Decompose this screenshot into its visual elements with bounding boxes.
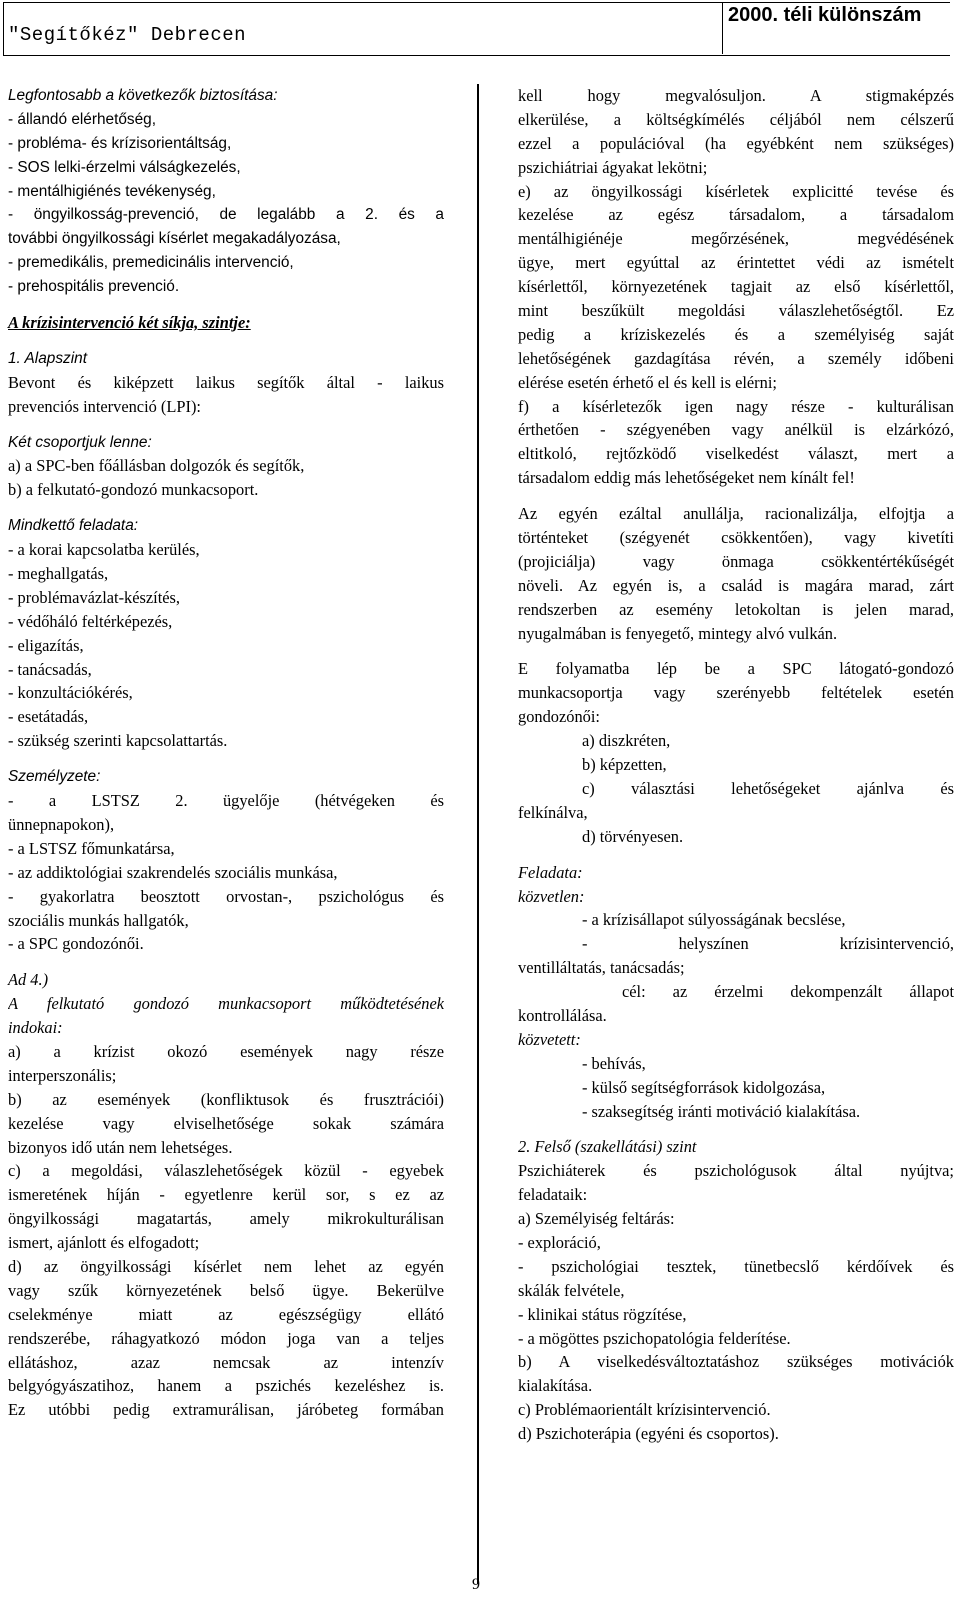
- paragraph-gap: [8, 502, 444, 514]
- text-line: - behívás,: [582, 1053, 646, 1073]
- text-line: b) az események (konfliktusok és frusztrációi): [8, 1089, 444, 1109]
- text-line: - tanácsadás,: [8, 659, 92, 679]
- text-line: Ad 4.): [8, 970, 49, 990]
- text-line: Két csoportjuk lenne:: [8, 433, 152, 451]
- text-line: - esetátadás,: [8, 707, 89, 727]
- text-line: - a SPC gondozónői.: [8, 934, 144, 954]
- text-line: a) Személyiség feltárás:: [518, 1209, 675, 1229]
- page-header: [0, 0, 960, 56]
- text-line: Feladata:: [518, 862, 583, 882]
- right-column: [518, 84, 954, 1446]
- text-line: vagy szűk környezetének belső ügye. Bekerülve: [8, 1280, 444, 1300]
- text-line: - problémavázlat-készítés,: [8, 587, 181, 607]
- text-line: további öngyilkossági kísérlet megakadályozása,: [8, 230, 341, 248]
- text-line: ügye, mert egyúttal az érintettet védi az ismételt: [518, 253, 954, 273]
- paragraph-gap: [8, 419, 444, 431]
- text-line: - állandó elérhetőség,: [8, 110, 157, 128]
- header-publisher: "Segítőkéz" Debrecen: [8, 24, 247, 46]
- text-line: lehetőségének gazdagítása révén, a személy időbeni: [518, 348, 954, 368]
- text-line: elérése esetén érhető el és kell is elérni;: [518, 372, 777, 392]
- left-column: [8, 84, 444, 1422]
- text-line: ismert, ajánlott és elfogadott;: [8, 1233, 200, 1253]
- text-line: - az addiktológiai szakrendelés szociális munkása,: [8, 862, 338, 882]
- text-line: 1. Alapszint: [8, 349, 87, 367]
- text-line: ellátáshoz, azaz nemcsak az intenzív: [8, 1352, 444, 1372]
- paragraph-gap: [8, 335, 444, 347]
- text-line: pedig a kríziskezelés és a személyiség saját: [518, 324, 954, 344]
- text-line: cselekménye miatt az egészségügy ellátó: [8, 1304, 444, 1324]
- text-line: c) választási lehetőségeket ajánlva és: [582, 778, 954, 798]
- text-line: 2. Felső (szakellátási) szint: [518, 1137, 697, 1157]
- text-line: d) törvényesen.: [582, 826, 684, 846]
- text-line: d) Pszichoterápia (egyéni és csoportos).: [518, 1424, 779, 1444]
- text-line: nyugalmában is fenyegető, mintegy alvó vulkán.: [518, 623, 838, 643]
- text-line: közvetlen:: [518, 886, 585, 906]
- text-line: d) az öngyilkossági kísérlet nem lehet az egyén: [8, 1256, 444, 1276]
- text-line: rendszerben az esemény letokoltan is jelen marad,: [518, 599, 954, 619]
- paragraph-gap: [518, 849, 954, 861]
- text-line: érthetően - szégyenében vagy anélkül is elzárkózó,: [518, 420, 954, 440]
- text-line: c) Problémaorientált krízisintervenció.: [518, 1400, 771, 1420]
- text-line: közvetett:: [518, 1029, 581, 1049]
- text-line: pszichiátriai ágyakat lekötni;: [518, 157, 708, 177]
- text-line: Legfontosabb a következők biztosítása:: [8, 87, 278, 104]
- text-line: Mindkettő feladata:: [8, 517, 139, 535]
- text-line: belgyógyászatihoz, hanem a pszichés kezeléshez is.: [8, 1376, 444, 1396]
- text-line: - konzultációkérés,: [8, 683, 133, 703]
- text-line: (projiciálja) vagy önmaga csökkentértékűségét: [518, 551, 954, 571]
- paragraph-gap: [518, 1123, 954, 1135]
- text-line: - klinikai státus rögzítése,: [518, 1304, 687, 1324]
- text-line: - a LSTSZ 2. ügyelője (hétvégeken és: [8, 791, 444, 811]
- text-line: - pszichológiai tesztek, tünetbecslő kérdőívek és: [518, 1256, 954, 1276]
- text-line: cél: az érzelmi dekompenzált állapot: [622, 982, 954, 1002]
- text-line: A krízisintervenció két síkja, szintje:: [8, 313, 251, 333]
- header-separator: [722, 2, 723, 54]
- text-line: kell hogy megvalósuljon. A stigmaképzés: [518, 86, 954, 105]
- text-line: bizonyos idő után nem lehetséges.: [8, 1137, 233, 1157]
- text-line: - mentálhigiénés tevékenység,: [8, 182, 216, 200]
- text-line: Személyzete:: [8, 768, 101, 786]
- text-line: c) a megoldási, válaszlehetőségek közül - egyebek: [8, 1161, 444, 1181]
- paragraph-gap: [8, 299, 444, 311]
- text-line: kezelése vagy elviselhetősége sokak számára: [8, 1113, 444, 1133]
- text-line: növeli. Az egyén is, a család is magára marad, zárt: [518, 575, 954, 595]
- text-line: - eligazítás,: [8, 635, 84, 655]
- text-line: Az egyén ezáltal anullálja, racionalizálja, elfojtja a: [518, 504, 954, 524]
- text-line: b) képzetten,: [582, 755, 667, 775]
- text-line: - külső segítségforrások kidolgozása,: [582, 1077, 826, 1097]
- text-line: ezzel a populációval (ha egyébként nem szükséges): [518, 133, 954, 153]
- text-line: - meghallgatás,: [8, 564, 109, 584]
- text-line: eltitkoló, rejtőzködő viselkedést választ, mert a: [518, 444, 954, 464]
- text-line: f) a kísérletezők igen nagy része - kulturálisan: [518, 396, 954, 416]
- text-line: - helyszínen krízisintervenció,: [582, 934, 954, 954]
- text-line: felkínálva,: [518, 802, 588, 822]
- text-line: - a krízisállapot súlyosságának becslése,: [582, 910, 846, 930]
- text-line: b) a felkutató-gondozó munkacsoport.: [8, 480, 259, 500]
- column-divider: [477, 84, 479, 1584]
- text-line: ismeretének híján - egyetlenre kerül sor, s ez az: [8, 1185, 444, 1205]
- text-line: - exploráció,: [518, 1232, 601, 1252]
- text-line: - szaksegítség iránti motiváció kialakítása.: [582, 1101, 861, 1121]
- text-line: történteket (szégyenét csökkentően), vagy kivetíti: [518, 528, 954, 548]
- text-line: - gyakorlatra beosztott orvostan-, pszichológus és: [8, 886, 444, 906]
- text-line: társadalom eddig más lehetőségeket nem kínált fel!: [518, 468, 855, 488]
- text-line: A felkutató gondozó munkacsoport működtetésének: [8, 994, 444, 1014]
- text-line: b) A viselkedésváltoztatáshoz szükséges motivációk: [518, 1352, 954, 1372]
- text-line: - a mögöttes pszichopatológia felderítése.: [518, 1328, 791, 1348]
- text-line: feladataik:: [518, 1185, 588, 1205]
- text-line: kialakítása.: [518, 1376, 593, 1396]
- text-line: E folyamatba lép be a SPC látogató-gondozó: [518, 659, 954, 679]
- paragraph-gap: [518, 645, 954, 657]
- text-line: elkerülése, a költségkímélés céljából nem célszerű: [518, 109, 954, 129]
- text-line: szociális munkás hallgatók,: [8, 910, 189, 930]
- paragraph-gap: [8, 753, 444, 765]
- text-line: e) az öngyilkossági kísérletek explicitté tevése és: [518, 181, 954, 201]
- text-line: - prehospitális prevenció.: [8, 278, 180, 296]
- text-line: - SOS lelki-érzelmi válságkezelés,: [8, 158, 241, 176]
- text-line: mentálhigiénéje megőrzésének, megvédésének: [518, 229, 954, 249]
- text-line: - probléma- és krízisorientáltság,: [8, 134, 232, 152]
- paragraph-gap: [8, 956, 444, 968]
- paragraph-gap: [518, 490, 954, 502]
- text-line: - a korai kapcsolatba kerülés,: [8, 540, 200, 560]
- text-line: Bevont és kiképzett laikus segítők által - laikus: [8, 372, 444, 392]
- text-line: - szükség szerinti kapcsolattartás.: [8, 731, 228, 751]
- text-line: ventilláltatás, tanácsadás;: [518, 958, 685, 978]
- text-line: - védőháló feltérképezés,: [8, 611, 173, 631]
- text-line: prevenciós intervenció (LPI):: [8, 396, 201, 416]
- text-line: gondozónői:: [518, 707, 600, 727]
- text-line: mint beszűkült megoldási válaszlehetőségtől. Ez: [518, 301, 954, 321]
- text-line: a) diszkréten,: [582, 731, 671, 751]
- text-line: a) a SPC-ben főállásban dolgozók és segítők,: [8, 456, 305, 476]
- text-line: rendszerébe, ráhagyatkozó módon joga van a teljes: [8, 1328, 444, 1348]
- text-line: kezelése az egész társadalom, a társadalom: [518, 205, 954, 225]
- text-line: kísérlettől, környezetének tagjait az első kísérlettől,: [518, 277, 954, 297]
- text-line: indokai:: [8, 1018, 63, 1038]
- text-line: interperszonális;: [8, 1065, 117, 1085]
- text-line: - öngyilkosság-prevenció, de legalább a 2. és a: [8, 206, 444, 224]
- page-number: 9: [472, 1576, 480, 1593]
- text-line: skálák felvétele,: [518, 1280, 625, 1300]
- text-line: munkacsoportja vagy szerényebb feltételek esetén: [518, 683, 954, 703]
- text-line: kontrollálása.: [518, 1005, 607, 1025]
- text-line: ünnepnapokon),: [8, 814, 115, 834]
- text-line: Ez utóbbi pedig extramurálisan, járóbeteg formában: [8, 1400, 444, 1420]
- text-line: - premedikális, premedicinális intervenció,: [8, 254, 294, 272]
- text-line: a) a krízist okozó események nagy része: [8, 1041, 444, 1061]
- text-line: öngyilkossági magatartás, amely mikrokulturálisan: [8, 1209, 444, 1229]
- text-line: - a LSTSZ főmunkatársa,: [8, 838, 175, 858]
- text-line: Pszichiáterek és pszichológusok által nyújtva;: [518, 1161, 954, 1181]
- header-issue: 2000. téli különszám: [728, 4, 922, 26]
